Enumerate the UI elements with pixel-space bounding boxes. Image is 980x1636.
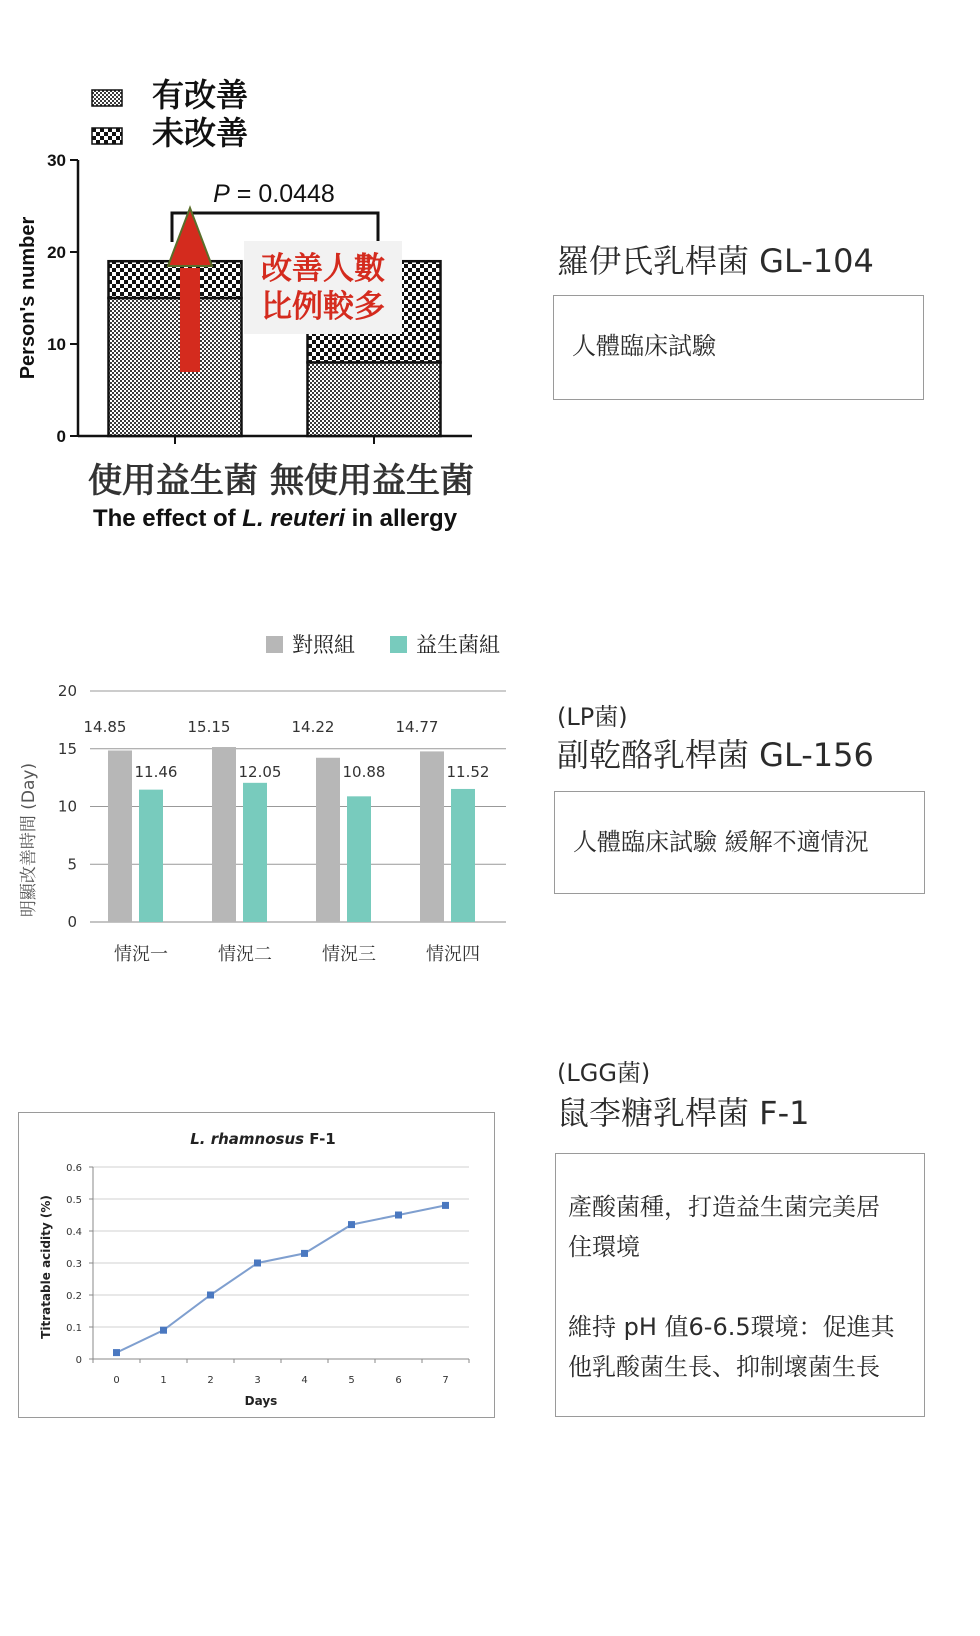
improvement-arrow-head [168, 208, 212, 266]
legend-swatch [92, 90, 122, 106]
section3-desc-line: 維持 pH 值6-6.5環境：促進其 [568, 1313, 895, 1341]
data-label: 15.15 [187, 718, 231, 736]
y-tick-label: 0.2 [66, 1291, 82, 1302]
x-tick-label: 0 [113, 1375, 120, 1386]
data-point [207, 1292, 214, 1299]
x-tick-label: 3 [254, 1375, 261, 1386]
chart3-title: L. rhamnosus F-1 [190, 1130, 336, 1148]
section2-desc-box [554, 791, 925, 894]
y-tick-label: 0.3 [66, 1259, 82, 1270]
x-tick-label: 使用益生菌 [88, 461, 258, 501]
acidity-line-chart [18, 1112, 495, 1418]
y-tick-label: 10 [57, 797, 77, 816]
data-point [160, 1327, 167, 1334]
x-tick-label: 無使用益生菌 [270, 461, 474, 501]
bar [243, 783, 267, 922]
chart3-axes [66, 1163, 469, 1386]
chart3-y-axis-label: Titratable acidity (%) [39, 1195, 53, 1339]
x-tick-label: 6 [395, 1375, 402, 1386]
section3-subtitle: (LGG菌) [557, 1059, 651, 1087]
section2-title: 副乾酪乳桿菌 GL-156 [557, 736, 874, 774]
section3-title: 鼠李糖乳桿菌 F-1 [557, 1094, 810, 1132]
section3-desc-line: 他乳酸菌生長、抑制壞菌生長 [568, 1353, 880, 1381]
y-tick-label: 0.6 [66, 1163, 82, 1174]
y-tick-label: 0.5 [66, 1195, 82, 1206]
legend-label: 對照組 [292, 633, 355, 657]
x-tick-label: 4 [301, 1375, 308, 1386]
legend-label: 益生菌組 [416, 633, 500, 657]
y-tick-label: 10 [47, 335, 66, 354]
legend-swatch [390, 636, 407, 653]
significance-bracket [172, 213, 378, 242]
section3-desc-line [568, 1267, 924, 1307]
y-tick-label: 15 [57, 739, 77, 758]
y-tick-label: 20 [47, 243, 66, 262]
y-tick-label: 30 [47, 151, 66, 170]
legend-label: 有改善 [152, 76, 249, 114]
section1-title: 羅伊氏乳桿菌 GL-104 [557, 242, 874, 280]
section3-desc-line: 產酸菌種，打造益生菌完美居 [568, 1193, 880, 1221]
data-label: 11.52 [446, 763, 490, 781]
section2-desc-line: 人體臨床試驗 緩解不適情況 [573, 828, 869, 856]
section3-desc-box [555, 1153, 925, 1417]
chart2-y-axis-label: 明顯改善時間 (Day) [19, 762, 39, 918]
bar [347, 796, 371, 922]
data-point [254, 1260, 261, 1267]
section2-subtitle: (LP菌) [557, 703, 628, 731]
chart2-legend [266, 633, 500, 657]
x-tick-label: 5 [348, 1375, 355, 1386]
bar-segment [109, 298, 242, 436]
bar [139, 790, 163, 922]
y-tick-label: 0 [75, 1355, 82, 1366]
allergy-effect-chart [0, 60, 540, 550]
legend-label: 未改善 [152, 114, 249, 152]
y-tick-label: 0 [67, 913, 77, 931]
chart3-series [113, 1202, 449, 1356]
data-point [442, 1202, 449, 1209]
data-point [395, 1212, 402, 1219]
bar-segment [308, 362, 441, 436]
callout-text: 改善人數 [261, 251, 385, 287]
chart3-gridlines [93, 1167, 469, 1327]
x-tick-label: 1 [160, 1375, 167, 1386]
x-tick-label: 2 [207, 1375, 214, 1386]
y-tick-label: 0.4 [66, 1227, 82, 1238]
chart2-bars [84, 718, 490, 965]
x-tick-label: 情況三 [322, 944, 376, 965]
legend-swatch [266, 636, 283, 653]
section3-desc-line: 住環境 [568, 1233, 640, 1261]
bar [212, 747, 236, 922]
symptom-relief-chart [0, 620, 540, 980]
data-point [348, 1221, 355, 1228]
x-tick-label: 7 [442, 1375, 449, 1386]
data-point [113, 1349, 120, 1356]
data-label: 11.46 [134, 763, 178, 781]
data-label: 14.85 [83, 718, 127, 736]
data-label: 12.05 [238, 763, 282, 781]
x-tick-label: 情況一 [114, 944, 168, 965]
bar [451, 789, 475, 922]
p-value-label: P = 0.0448 [213, 180, 335, 208]
bar [420, 751, 444, 922]
chart1-title: The effect of L. reuteri in allergy [92, 505, 458, 532]
y-tick-label: 0.1 [66, 1323, 82, 1334]
bar [316, 758, 340, 922]
x-tick-label: 情況四 [426, 944, 480, 965]
data-label: 10.88 [342, 763, 386, 781]
y-tick-label: 0 [56, 427, 66, 446]
improvement-arrow-shaft [180, 268, 200, 372]
legend-swatch [92, 128, 122, 144]
callout-text: 比例較多 [261, 289, 385, 325]
section1-desc-line: 人體臨床試驗 [572, 332, 716, 360]
section1-desc-box [553, 295, 924, 400]
y-tick-label: 5 [67, 855, 77, 874]
x-tick-label: 情況二 [218, 944, 272, 965]
chart1-y-axis-label: Person's number [17, 216, 39, 380]
data-label: 14.22 [291, 718, 335, 736]
chart3-x-axis-label: Days [244, 1394, 278, 1408]
chart1-legend [92, 76, 248, 152]
data-point [301, 1250, 308, 1257]
y-tick-label: 20 [57, 682, 77, 700]
bar [108, 750, 132, 922]
data-label: 14.77 [395, 718, 439, 736]
